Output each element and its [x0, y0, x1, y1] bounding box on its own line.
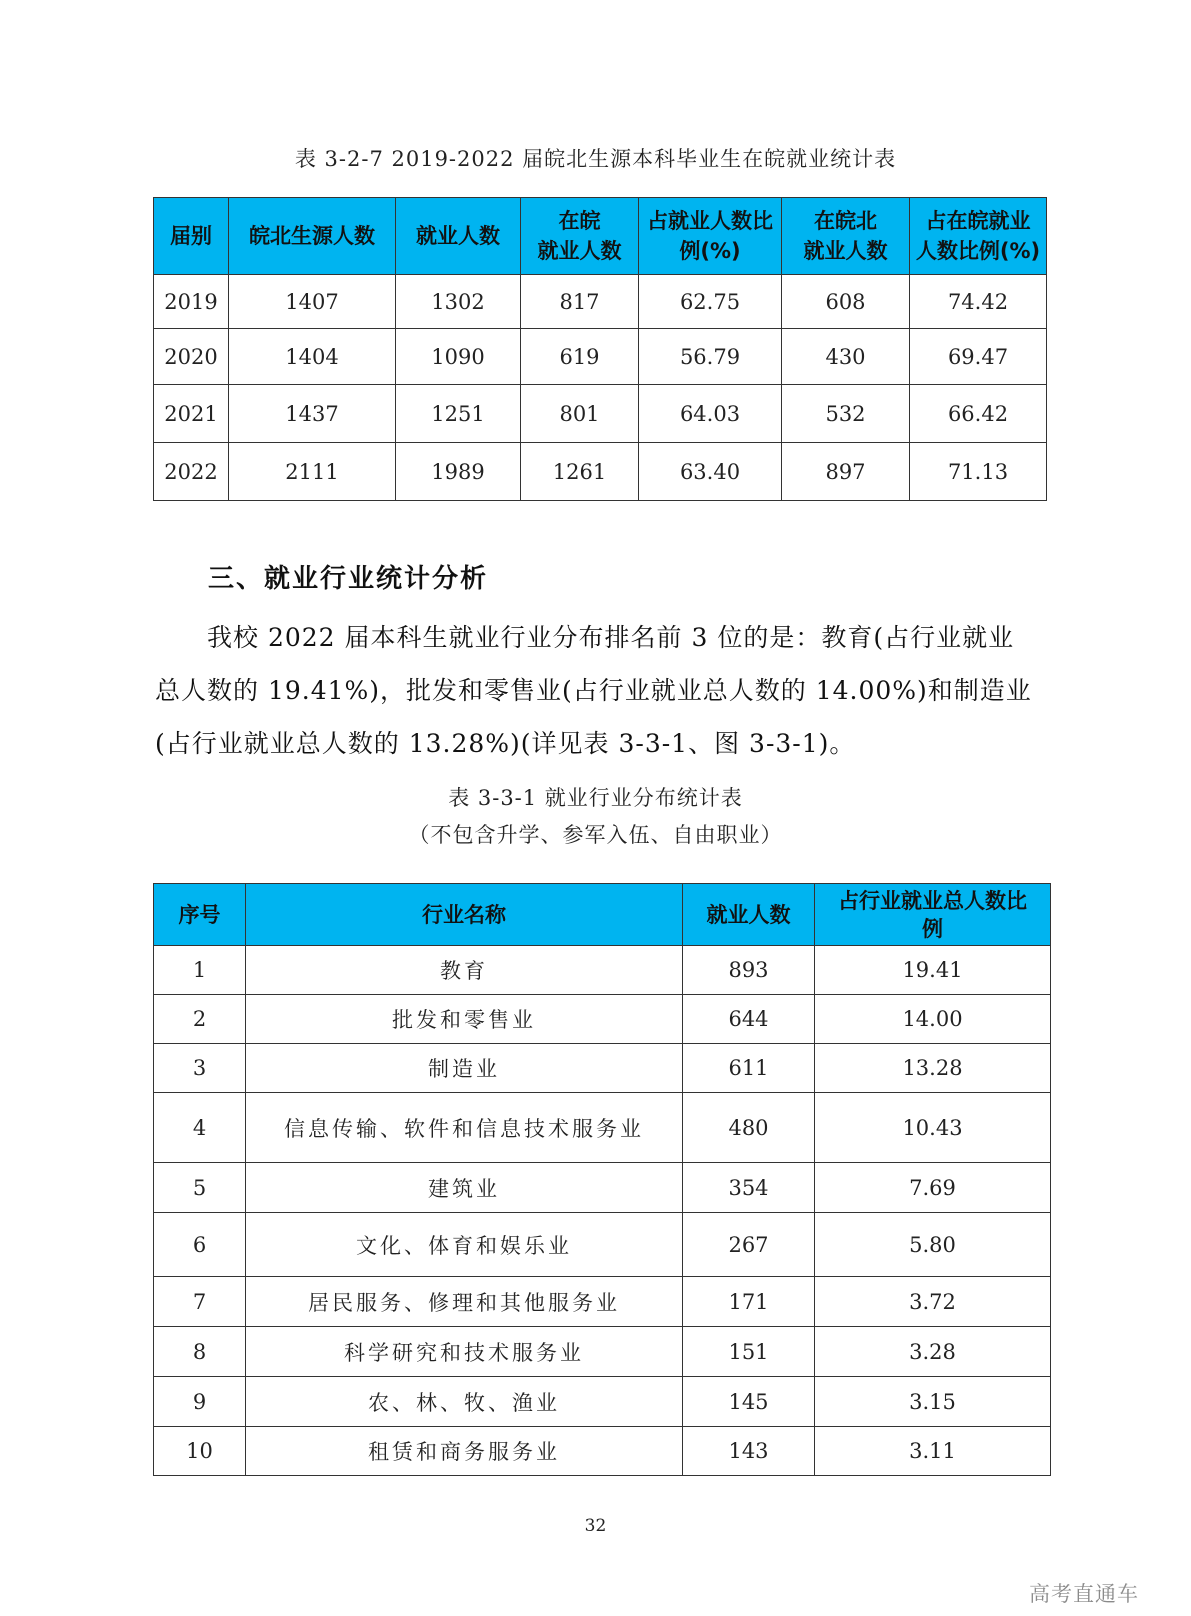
table2-cell: 3.11	[815, 1427, 1051, 1476]
table1-cell: 1437	[229, 385, 396, 443]
table2-cell: 9	[154, 1377, 246, 1427]
table2-cell: 171	[683, 1277, 815, 1327]
table1-cell: 1251	[396, 385, 521, 443]
table2-cell: 3.28	[815, 1327, 1051, 1377]
table2-cell: 3	[154, 1044, 246, 1093]
table2-header-cell: 行业名称	[246, 884, 683, 946]
table1-row	[154, 275, 1047, 329]
table2-cell: 14.00	[815, 995, 1051, 1044]
table-graduate-employment-anhui	[153, 197, 1047, 501]
table2-row	[154, 946, 1051, 995]
table2-cell: 制造业	[246, 1044, 683, 1093]
table1-header-cell: 占就业人数比 例(%)	[639, 198, 782, 275]
table2-cell: 批发和零售业	[246, 995, 683, 1044]
table2-cell: 19.41	[815, 946, 1051, 995]
table2-row	[154, 1093, 1051, 1163]
table2-cell: 文化、体育和娱乐业	[246, 1213, 683, 1277]
table1-cell: 608	[782, 275, 910, 329]
table1-cell: 2020	[154, 329, 229, 385]
table2-cell: 10.43	[815, 1093, 1051, 1163]
table2-cell: 2	[154, 995, 246, 1044]
table2-row	[154, 1377, 1051, 1427]
table2-header-cell: 占行业就业总人数比 例	[815, 884, 1051, 946]
table1-row	[154, 385, 1047, 443]
table2-row	[154, 1213, 1051, 1277]
table1-cell: 64.03	[639, 385, 782, 443]
table2-caption: 表 3-3-1 就业行业分布统计表	[448, 786, 743, 810]
table1-header-row	[154, 198, 1047, 275]
table1-cell: 74.42	[910, 275, 1047, 329]
table1-cell: 66.42	[910, 385, 1047, 443]
table2-row	[154, 995, 1051, 1044]
table1-cell: 56.79	[639, 329, 782, 385]
table1-cell: 2021	[154, 385, 229, 443]
table2-cell: 7	[154, 1277, 246, 1327]
table2-cell: 7.69	[815, 1163, 1051, 1213]
table2-cell: 13.28	[815, 1044, 1051, 1093]
table1-cell: 63.40	[639, 443, 782, 501]
table2-cell: 10	[154, 1427, 246, 1476]
table1-cell: 2111	[229, 443, 396, 501]
table1-row	[154, 329, 1047, 385]
table2-cell: 农、林、牧、渔业	[246, 1377, 683, 1427]
table2-cell: 教育	[246, 946, 683, 995]
table2-cell: 建筑业	[246, 1163, 683, 1213]
table1-cell: 1302	[396, 275, 521, 329]
table1-row	[154, 443, 1047, 501]
table2-header-row	[154, 884, 1051, 946]
table2-cell: 480	[683, 1093, 815, 1163]
table1-cell: 62.75	[639, 275, 782, 329]
table1-cell: 897	[782, 443, 910, 501]
table1-cell: 801	[521, 385, 639, 443]
table1-cell: 1261	[521, 443, 639, 501]
table2-cell: 611	[683, 1044, 815, 1093]
table1-cell: 532	[782, 385, 910, 443]
table2-cell: 5	[154, 1163, 246, 1213]
table2-row	[154, 1277, 1051, 1327]
table-industry-distribution	[153, 883, 1051, 1476]
table1-header-cell: 在皖北 就业人数	[782, 198, 910, 275]
table1-cell: 817	[521, 275, 639, 329]
table1-cell: 1989	[396, 443, 521, 501]
table2-cell: 893	[683, 946, 815, 995]
table1-cell: 619	[521, 329, 639, 385]
table1-header-cell: 就业人数	[396, 198, 521, 275]
table2-cell: 143	[683, 1427, 815, 1476]
table1-header-cell: 在皖 就业人数	[521, 198, 639, 275]
table2-cell: 644	[683, 995, 815, 1044]
table1-header-cell: 届别	[154, 198, 229, 275]
section-heading: 三、就业行业统计分析	[208, 564, 489, 594]
table1-cell: 430	[782, 329, 910, 385]
table1-caption: 表 3-2-7 2019-2022 届皖北生源本科毕业生在皖就业统计表	[294, 147, 897, 171]
table1-header-cell: 占在皖就业 人数比例(%)	[910, 198, 1047, 275]
table2-row	[154, 1327, 1051, 1377]
section-paragraph: 我校 2022 届本科生就业行业分布排名前 3 位的是：教育(占行业就业总人数的 19.41%)，批发和零售业(占行业就业总人数的 14.00%)和制造业(占行业就业总人数的 13.28%)(详见表 3-3-1、图 3-3-1)。	[155, 623, 1032, 758]
table2-cell: 151	[683, 1327, 815, 1377]
page-number: 32	[584, 1516, 607, 1536]
table2-row	[154, 1427, 1051, 1476]
table1-cell: 1404	[229, 329, 396, 385]
table2-header-cell: 序号	[154, 884, 246, 946]
table2-cell: 3.15	[815, 1377, 1051, 1427]
table1-cell: 71.13	[910, 443, 1047, 501]
table2-cell: 354	[683, 1163, 815, 1213]
table2-subcaption: （不包含升学、参军入伍、自由职业）	[408, 823, 783, 847]
table2-header-cell: 就业人数	[683, 884, 815, 946]
table1-cell: 69.47	[910, 329, 1047, 385]
table2-row	[154, 1044, 1051, 1093]
table2-cell: 居民服务、修理和其他服务业	[246, 1277, 683, 1327]
table1-cell: 2019	[154, 275, 229, 329]
table2-cell: 145	[683, 1377, 815, 1427]
table2-cell: 5.80	[815, 1213, 1051, 1277]
table2-cell: 6	[154, 1213, 246, 1277]
table1-cell: 2022	[154, 443, 229, 501]
table2-cell: 1	[154, 946, 246, 995]
table1-cell: 1407	[229, 275, 396, 329]
table2-cell: 4	[154, 1093, 246, 1163]
watermark: 高考直通车	[1029, 1582, 1139, 1606]
table1-header-cell: 皖北生源人数	[229, 198, 396, 275]
table2-row	[154, 1163, 1051, 1213]
table2-cell: 租赁和商务服务业	[246, 1427, 683, 1476]
table2-cell: 信息传输、软件和信息技术服务业	[246, 1093, 683, 1163]
table2-cell: 267	[683, 1213, 815, 1277]
table2-cell: 3.72	[815, 1277, 1051, 1327]
table1-cell: 1090	[396, 329, 521, 385]
table2-cell: 科学研究和技术服务业	[246, 1327, 683, 1377]
table2-cell: 8	[154, 1327, 246, 1377]
